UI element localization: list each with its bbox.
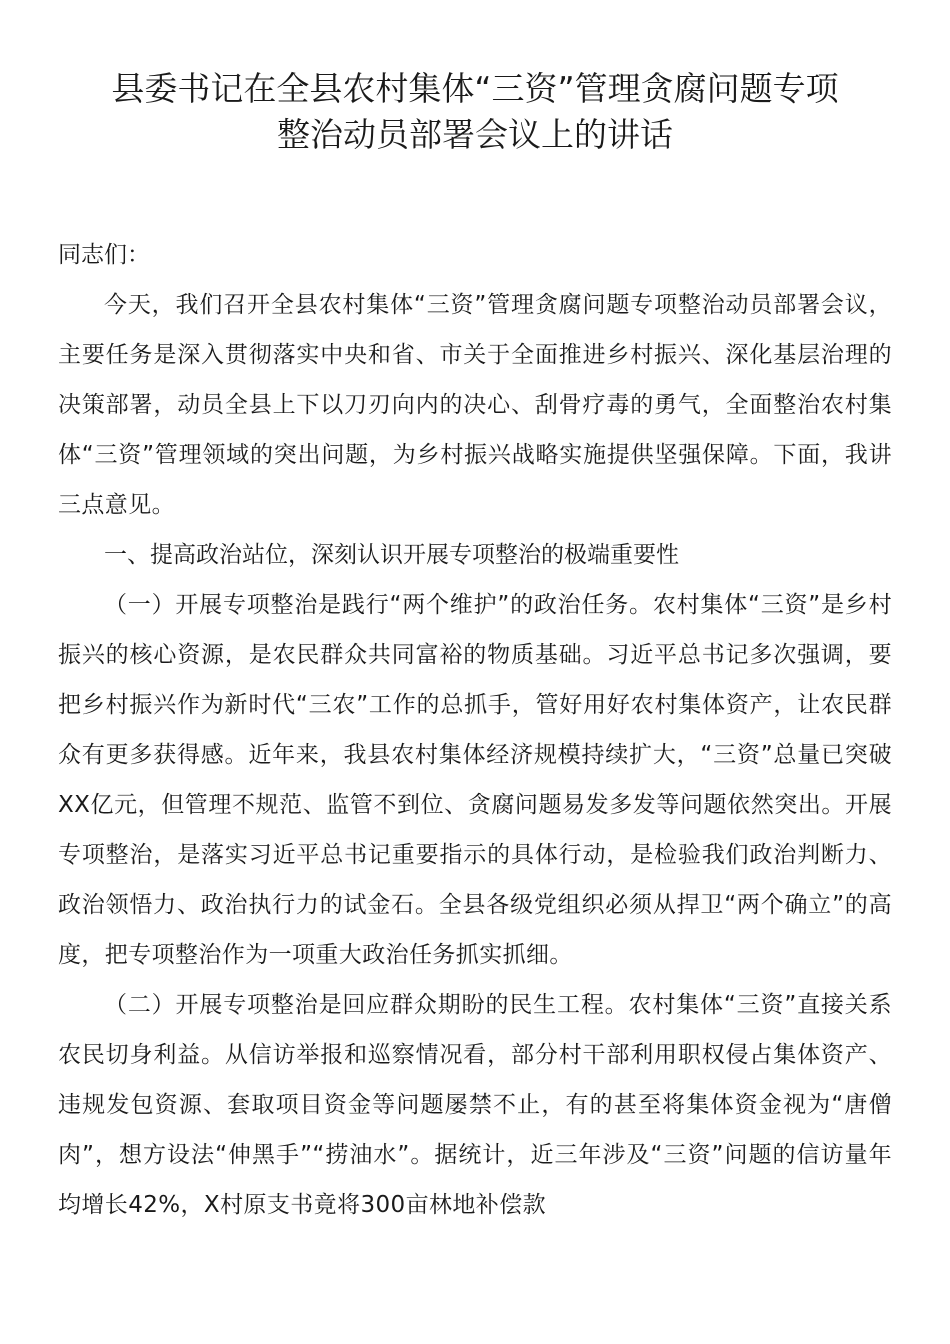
section-heading-1: 一、提高政治站位，深刻认识开展专项整治的极端重要性 — [104, 542, 679, 568]
document-page — [58, 66, 892, 1230]
salutation: 同志们： — [58, 242, 150, 268]
title-line-1: 县委书记在全县农村集体“三资”管理贪腐问题专项 — [111, 69, 839, 108]
document-title — [58, 66, 892, 158]
title-line-2: 整治动员部署会议上的讲话 — [277, 115, 673, 154]
body-paragraph-2: （二）开展专项整治是回应群众期盼的民生工程。农村集体“三资”直接关系农民切身利益。从信访举报和巡察情况看，部分村干部利用职权侵占集体资产、违规发包资源、套取项目资金等问题屡禁不止，有的甚至将集体资金视为“唐僧肉”，想方设法“伸黑手”“捞油水”。据统计，近三年涉及“三资”问题的信访量年均增长42%，X村原支书竟将300亩林地补偿款 — [58, 992, 892, 1218]
body-paragraph-1: （一）开展专项整治是践行“两个维护”的政治任务。农村集体“三资”是乡村振兴的核心资源，是农民群众共同富裕的物质基础。习近平总书记多次强调，要把乡村振兴作为新时代“三农”工作的总抓手，管好用好农村集体资产，让农民群众有更多获得感。近年来，我县农村集体经济规模持续扩大，“三资”总量已突破XX亿元，但管理不规范、监管不到位、贪腐问题易发多发等问题依然突出。开展专项整治，是落实习近平总书记重要指示的具体行动，是检验我们政治判断力、政治领悟力、政治执行力的试金石。全县各级党组织必须从捍卫“两个确立”的高度，把专项整治作为一项重大政治任务抓实抓细。 — [58, 592, 892, 968]
intro-paragraph: 今天，我们召开全县农村集体“三资”管理贪腐问题专项整治动员部署会议，主要任务是深入贯彻落实中央和省、市关于全面推进乡村振兴、深化基层治理的决策部署，动员全县上下以刀刃向内的决心、刮骨疗毒的勇气，全面整治农村集体“三资”管理领域的突出问题，为乡村振兴战略实施提供坚强保障。下面，我讲三点意见。 — [58, 292, 892, 518]
